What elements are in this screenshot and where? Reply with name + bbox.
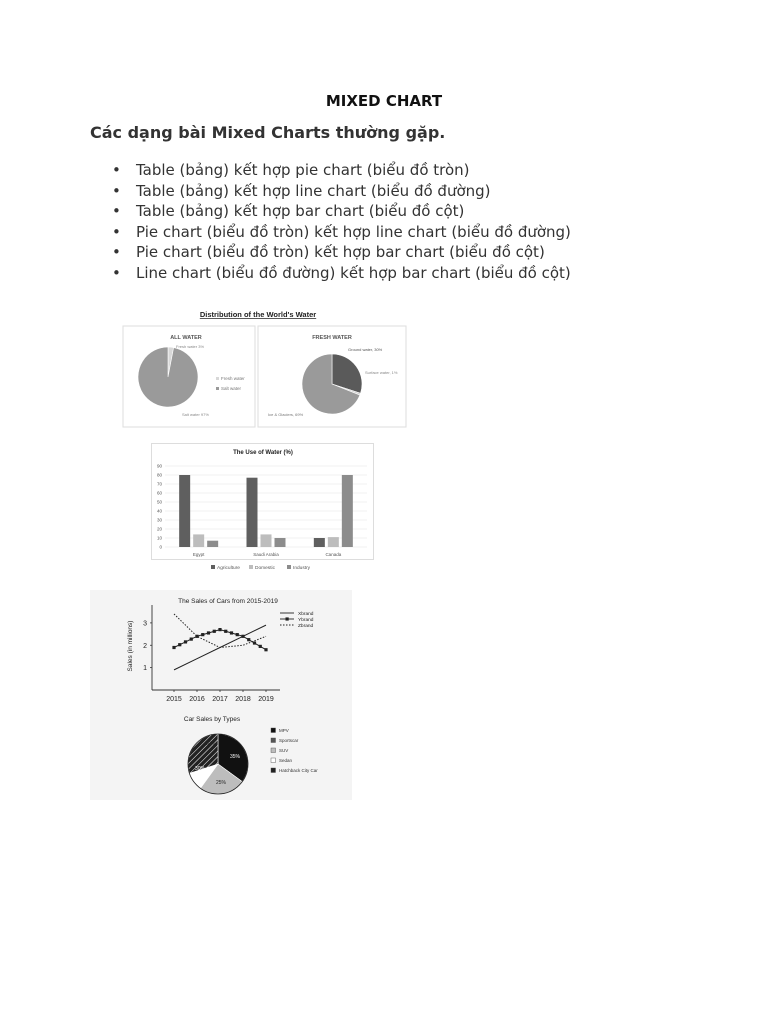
bar — [247, 478, 258, 547]
chart-title: The Use of Water (%) — [233, 450, 293, 456]
chart-type-list — [112, 160, 571, 284]
data-point — [224, 630, 227, 633]
slice-label: Fresh water 3% — [176, 344, 205, 349]
all-water-pie — [138, 347, 198, 407]
line-chart-title: The Sales of Cars from 2015-2019 — [178, 598, 278, 605]
legend-label: Domestic — [255, 566, 275, 571]
legend-swatch — [249, 565, 253, 569]
list-item: • Pie chart (biểu đồ tròn) kết hợp line chart (biểu đồ đường) — [112, 222, 571, 243]
water-figure-title: Distribution of the World's Water — [199, 310, 317, 319]
car-sales-figure — [90, 590, 352, 800]
list-item: • Line chart (biểu đồ đường) kết hợp bar chart (biểu đồ cột) — [112, 263, 571, 284]
y-tick-label: 3 — [143, 620, 147, 628]
slice-label: Salt water 97% — [182, 412, 209, 417]
fresh-water-pie — [302, 354, 362, 414]
slice-label: Surface water, 1% — [365, 370, 398, 375]
data-point — [213, 630, 216, 633]
data-point — [247, 638, 250, 641]
pie-chart-title: Car Sales by Types — [183, 716, 241, 723]
water-distribution-figure — [120, 306, 410, 430]
legend-swatch — [211, 565, 215, 569]
y-tick-label: 30 — [156, 517, 162, 523]
y-tick-label: 1 — [143, 665, 147, 673]
legend-swatch — [271, 728, 276, 733]
x-tick-label: 2017 — [212, 696, 228, 703]
x-tick-label: 2015 — [166, 696, 182, 703]
x-tick-label: Saudi Arabia — [253, 552, 279, 557]
pie-slice — [138, 347, 198, 407]
legend-label: Agriculture — [217, 566, 240, 571]
bar — [179, 475, 190, 547]
data-point — [218, 628, 221, 631]
slice-label: 30% — [194, 766, 206, 772]
x-tick-label: Egypt — [192, 552, 205, 557]
legend-label: Sportscar — [279, 738, 299, 743]
legend-marker — [286, 617, 289, 620]
y-tick-label: 2 — [143, 642, 147, 650]
fresh-water-title: FRESH WATER — [312, 335, 352, 341]
legend-swatch — [271, 768, 276, 773]
section-heading: Các dạng bài Mixed Charts thường gặp. — [90, 123, 446, 142]
slice-label: Ground water, 30% — [348, 347, 383, 352]
bar — [275, 538, 286, 547]
legend-label: Hatchback City Car — [279, 768, 318, 773]
legend-swatch — [216, 387, 219, 390]
x-tick-label: Canada — [325, 552, 342, 557]
bar — [207, 541, 218, 547]
slice-label: 10% — [204, 741, 216, 747]
data-point — [207, 631, 210, 634]
x-tick-label: 2016 — [189, 696, 205, 703]
slice-label: 35% — [229, 754, 241, 760]
legend-label: Xbrand — [298, 611, 314, 617]
data-point — [236, 633, 239, 636]
data-point — [201, 633, 204, 636]
bar — [328, 537, 339, 547]
legend-swatch — [216, 377, 219, 380]
y-tick-label: 90 — [156, 463, 162, 469]
list-item: • Pie chart (biểu đồ tròn) kết hợp bar chart (biểu đồ cột) — [112, 242, 571, 263]
y-tick-label: 60 — [156, 490, 162, 496]
data-point — [184, 640, 187, 643]
x-tick-label: 2018 — [235, 696, 251, 703]
y-tick-label: 50 — [156, 499, 162, 505]
y-axis-label: Sales (in millions) — [127, 620, 134, 672]
y-tick-label: 40 — [156, 508, 162, 514]
all-water-title: ALL WATER — [170, 335, 202, 341]
legend-label: MPV — [279, 728, 289, 733]
bar — [193, 534, 204, 547]
y-tick-label: 70 — [156, 481, 162, 487]
list-item: • Table (bảng) kết hợp bar chart (biểu đồ cột) — [112, 201, 571, 222]
document-title: MIXED CHART — [325, 92, 443, 110]
data-point — [230, 631, 233, 634]
slice-label: 25% — [215, 780, 227, 786]
y-tick-label: 10 — [156, 535, 162, 541]
legend-swatch — [271, 748, 276, 753]
x-tick-label: 2019 — [258, 696, 274, 703]
legend-label: Salt water — [221, 386, 242, 391]
legend-swatch — [287, 565, 291, 569]
y-tick-label: 0 — [159, 544, 162, 550]
y-tick-label: 80 — [156, 472, 162, 478]
legend-label: Zbrand — [298, 623, 314, 629]
bar — [342, 475, 353, 547]
y-tick-label: 20 — [156, 526, 162, 532]
legend — [211, 565, 311, 571]
bar — [314, 538, 325, 547]
bar — [261, 534, 272, 547]
data-point — [259, 645, 262, 648]
car-types-pie — [188, 734, 248, 794]
water-use-bar-chart — [151, 443, 375, 575]
data-point — [241, 635, 244, 638]
legend-swatch — [271, 738, 276, 743]
list-item: • Table (bảng) kết hợp pie chart (biểu đồ tròn) — [112, 160, 571, 181]
data-point — [178, 643, 181, 646]
legend-label: Industry — [293, 566, 311, 571]
legend-swatch — [271, 758, 276, 763]
data-point — [253, 641, 256, 644]
list-item: • Table (bảng) kết hợp line chart (biểu đồ đường) — [112, 181, 571, 202]
legend-label: Fresh water — [221, 376, 245, 381]
legend-label: Ybrand — [298, 617, 314, 623]
slice-label: Ice & Glaciers, 69% — [268, 412, 304, 417]
legend-label: Sedan — [279, 758, 293, 763]
data-point — [190, 638, 193, 641]
legend-label: SUV — [279, 748, 289, 753]
data-point — [264, 648, 267, 651]
data-point — [172, 646, 175, 649]
